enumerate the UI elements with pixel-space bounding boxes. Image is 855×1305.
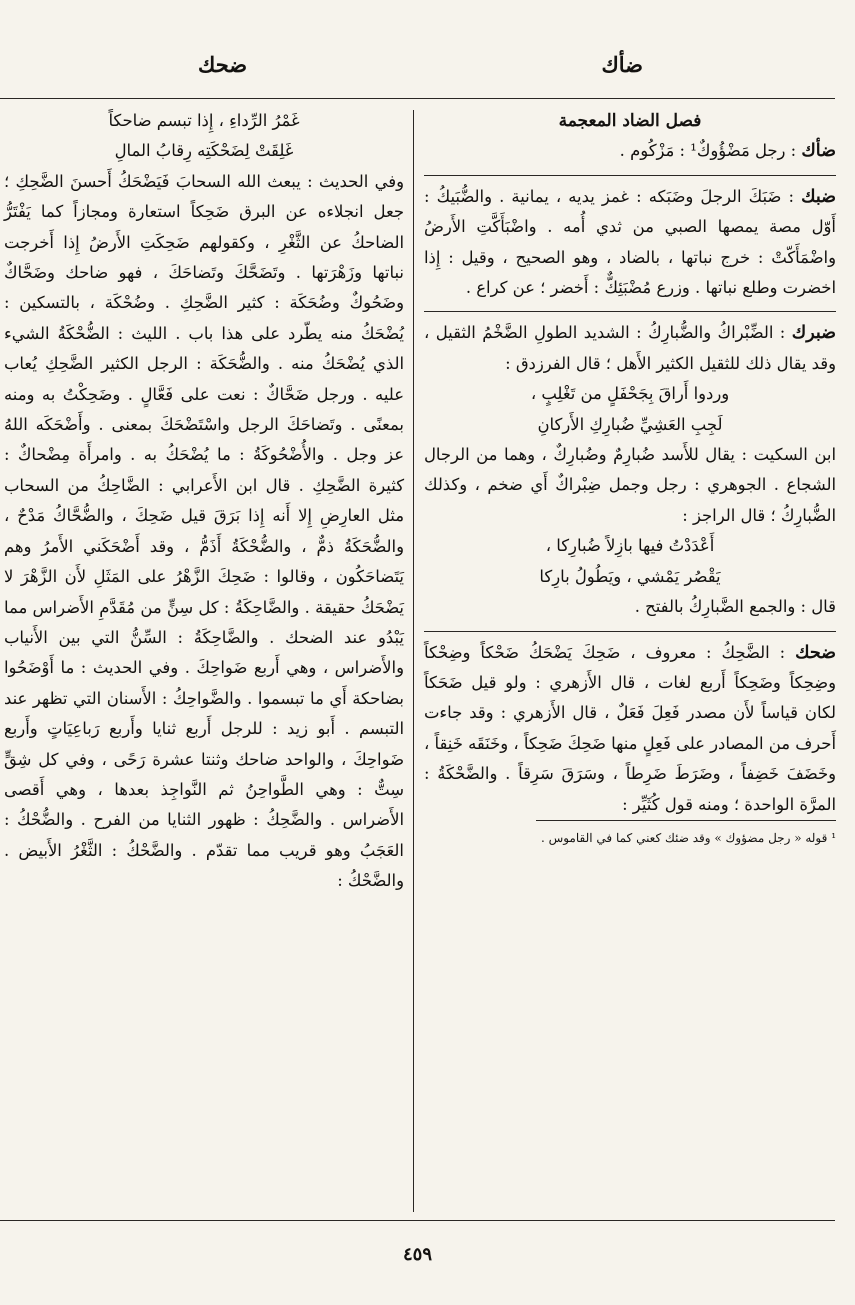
entry-text: : رجل مَضْؤُوكٌ¹ : مَزْكُوم . [619,141,797,161]
entry-dabak [424,175,836,304]
continued-entry-text: وفي الحديث : يبعث الله السحابَ فَيَضْحَكُ أَحسنَ الضَّحِكِ ؛ جعل انجلاءه عن البرق ضَحِكاً استعارة ومجازاً كما يَفْتَرُّ الضاحكُ عن الثَّغْرِ ، وكقولهم ضَحِكَتِ الأَرضُ إِذا أَخرجت نباتها وزَهْرَتها . وتَضَحَّكَ وتَضاحَكَ ، فهو ضاحك وضَحَّاكٌ وضَحُوكٌ وضُحَكَة : كثير الضَّحِكِ . وضُحْكَة ، بالتسكين : يُضْحَكُ منه يطّرد على هذا باب . الليث : الضُّحْكَةُ الشيء الذي يُضْحَكُ منه . والضُّحَكَة : الرجل الكثير الضَّحِكِ يُعاب عليه . ورجل ضَحَّاكٌ : نعت على فَعَّالٍ . وضَحِكْتُ به ومنه بمعنًى . وتَضاحَكَ الرجل واسْتَضْحَكَ بمعنى . وأَضْحَكَه اللهُ عز وجل . والأُضْحُوكَةُ : ما يُضْحَكُ به . وامرأَة مِضْحاكٌ : كثيرة الضَّحِكِ . قال ابن الأَعرابي : الضَّاحِكُ من السحاب مثل العارِضِ إِلا أَنه إِذا بَرَقَ قيل ضَحِكَ ، والضُّحَّاكُ مَدْحٌ ، والضُّحَكَةُ ذمٌّ ، والضُّحْكَةُ أَذَمُّ ، وقد أَضْحَكَني الأَمرُ وهم يَتَضاحَكُون ، وقالوا : ضَحِكَ الزَّهْرُ على المَثَلِ لأَن الزَّهْرَ لا يَضْحَكُ حقيقة . والضَّاحِكَةُ : كل سِنٍّ من مُقَدَّمِ الأَضراس مما يَبْدُو عند الضحك . والضَّاحِكَةُ : السِّنُّ التي بين الأَنياب والأَضراس ، وهي أَربع ضَواحِكَ . وفي الحديث : ما أَوْضَحُوا بضاحكة أَي ما تبسموا . والضَّواحِكُ : الأَسنان التي تظهر عند التبسم . أَبو زيد : للرجل أَربع ثنايا وأَربع رَباعِيَاتٍ وأَربع ضَواحِكَ ، والواحد ضاحك وثنتا عشرة رَحًى ، وفي كل شِقٍّ سِتٌّ : وهي الطَّواحِنُ ثم النَّواجِذ بعدها ، وهي أَقصى الأَضراس . والضَّحِكُ : ظهور الثنايا من الفرح . والضُّحْكُ : العَجَبُ وهو قريب مما تقدّم . والضَّحْكُ : الثَّغْرُ الأَبيض . والضَّحْكُ : [4,171,404,891]
footer-rule [0,1220,835,1221]
running-header-right: ضأك [601,52,643,77]
entry-text: : ضَبَكَ الرجلَ وضَبَكه : غمز يديه ، يمانية . والضُّبَيكُ : أَوّل مصة يمصها الصبي من ثدي أُمه . واضْبَأَكَّتِ الأَرضُ واضْمَأَكّتْ : خرج نباتها ، بالضاد ، وهو الصحيح ، وقيل : إِذا اخضرت وطلع نباتها . وزرع مُضْبَئِكٌّ : أَخضر ؛ عن كراع . [424,186,836,298]
column-divider [413,110,414,1212]
poetry-verse [424,531,836,592]
left-column [4,106,404,897]
footnote: ¹ قوله « رجل مضؤوك » وقد ضئك كعني كما في القاموس . [536,820,836,847]
entry-dahak [424,631,836,820]
running-header-left: ضحك [198,52,248,77]
entry-text: : الضِّبْراكُ والضُّبارِكُ : الشديد الطولِ الضَّخْمُ الثقيل ، وقد يقال ذلك للثقيل الكثير الأَهل ؛ قال الفرزدق : [424,323,836,373]
verse-line: غَلِقَتْ لِضَحْكَتِه رِقابُ المالِ [114,141,294,161]
page-number: ٤٥٩ [402,1244,432,1265]
entry-daak [424,136,836,166]
verse-line: أَعْدَدْتُ فيها بازِلاً ضُبارِكا ، [545,536,715,556]
verse-line: غَمْرُ الرِّداءِ ، إِذا تبسم ضاحكاً [108,111,300,130]
verse-line: يَقْصُر يَمْشي ، ويَطُولُ بارِكا [539,566,721,586]
entry-text: : الضَّحِكُ : معروف ، ضَحِكَ يَضْحَكُ ضَحْكاً وضِحْكاً وضِحِكاً وضَحِكاً أَربع لغات ، قال الأَزهري : ولو قيل ضَحَكاً لكان قياساً لأَن مصدر فَعِلَ فَعَلٌ ، قال الأَزهري : وقد جاءت أَحرف من المصادر على فَعِلٍ منها ضَحِكَ ضَحِكاً ، وخَنَقَه خَنِقاً ، وخَضَفَ خَضِفاً ، وضَرَطَ ضَرِطاً ، وسَرَقَ سَرِقاً . والضَّحْكَةُ : المرَّة الواحدة ؛ ومنه قول كُثَيِّر : [424,642,836,814]
entry-paragraph [424,318,836,379]
poetry-verse [424,379,836,440]
poetry-verse [4,106,404,167]
entry-dabrak [424,311,836,622]
verse-line: وردوا أَراقَ بِجَحْفَلٍ من تَغْلِبٍ ، [530,384,730,404]
entry-text: ابن السكيت : يقال للأَسد ضُبارِمٌ وضُبارِكٌ ، وهما من الرجال الشجاع . الجوهري : رجل وجمل ضِبْراكٌ أَي ضخم ، وكذلك الضُّبارِكُ ؛ قال الراجز : [424,445,836,525]
header-rule [0,98,835,99]
section-title: فصل الضاد المعجمة [558,111,702,131]
entry-headword: ضحك [795,642,836,663]
entry-headword: ضبرك [791,323,836,344]
right-column [424,106,836,847]
entry-headword: ضأك [801,141,836,162]
entry-text: قال : والجمع الضَّبارِكُ بالفتح . [634,597,836,617]
entry-headword: ضبك [801,186,836,207]
verse-line: لَجِبِ العَشِيِّ ضُبارِكِ الأَركانِ [537,414,723,434]
